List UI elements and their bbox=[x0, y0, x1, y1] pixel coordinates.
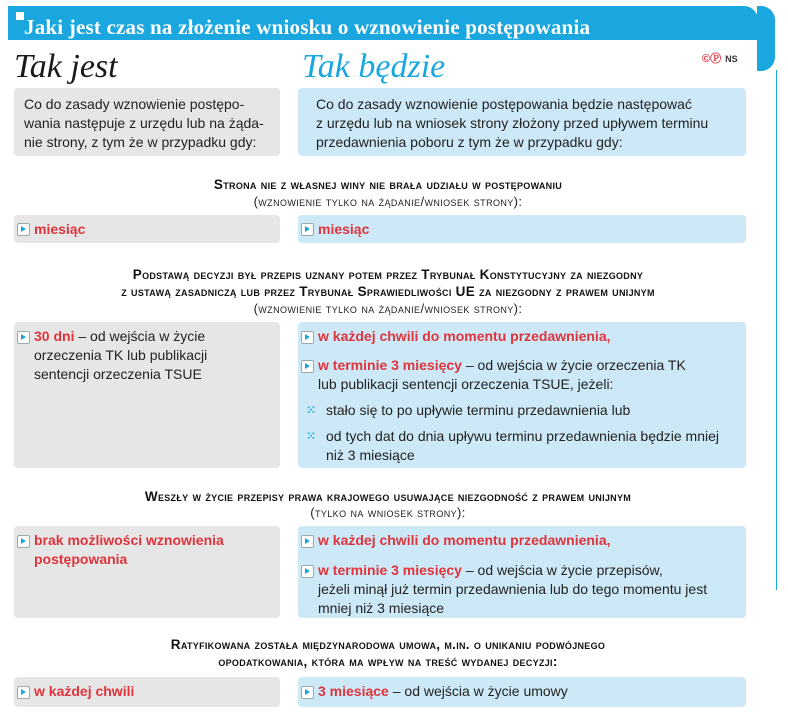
header-tab bbox=[757, 6, 775, 71]
section-subheading: (wznowienie tylko na żądanie/wniosek strony): bbox=[253, 194, 523, 209]
author-initials: NS bbox=[725, 54, 738, 64]
intro-future-box bbox=[298, 88, 746, 156]
section2-current-text bbox=[34, 327, 207, 384]
section1-future-value: miesiąc bbox=[318, 221, 370, 237]
section2-future-item2 bbox=[318, 356, 686, 394]
intro-future-line: Co do zasady wznowienie postępowania będzie następować bbox=[316, 96, 692, 112]
section1-current-box bbox=[14, 215, 280, 243]
copyright-icon: ©Ⓟ bbox=[702, 53, 722, 65]
section2-future-red: w terminie 3 miesięcy bbox=[318, 357, 462, 373]
section4-future-box bbox=[298, 677, 746, 707]
dot-grid-icon: ⁙ bbox=[306, 429, 315, 443]
section3-future-item2 bbox=[318, 561, 707, 618]
intro-future-line: z urzędu lub na wniosek strony złożony przed upływem terminu bbox=[316, 115, 709, 131]
arrow-bullet-icon bbox=[301, 535, 314, 548]
section4-current-value: w każdej chwili bbox=[34, 683, 135, 699]
section3-future-red: w terminie 3 miesięcy bbox=[318, 562, 462, 578]
section3-current-box bbox=[14, 526, 280, 618]
section2-current-rest: orzeczenia TK lub publikacji bbox=[34, 347, 208, 363]
column-title-future: Tak będzie bbox=[302, 48, 446, 85]
arrow-bullet-icon bbox=[301, 331, 314, 344]
copyright-badge bbox=[702, 50, 738, 66]
header-bar bbox=[8, 6, 758, 40]
intro-current-box bbox=[14, 88, 280, 156]
section3-future-item1: w każdej chwili do momentu przedawnienia, bbox=[318, 532, 611, 548]
arrow-bullet-icon bbox=[301, 565, 314, 578]
section-subheading: (tylko na wniosek strony): bbox=[310, 505, 466, 520]
section-heading: opodatkowania, która ma wpływ na treść wydanej decyzji: bbox=[218, 654, 558, 669]
page-title: Jaki jest czas na złożenie wniosku o wznowienie postępowania bbox=[24, 15, 591, 39]
section2-future-bullet: stało się to po upływie terminu przedawnienia lub bbox=[326, 402, 631, 418]
arrow-bullet-icon bbox=[17, 331, 30, 344]
section-subheading: (wznowienie tylko na żądanie/wniosek strony): bbox=[253, 301, 523, 316]
section-heading: Podstawą decyzji był przepis uznany potem przez Trybunał Konstytucyjny za niezgodny bbox=[132, 267, 644, 282]
section2-future-bullet-line: od tych dat do dnia upływu terminu przedawnienia będzie mniej bbox=[326, 428, 720, 444]
arrow-bullet-icon bbox=[301, 360, 314, 373]
section4-future-red: 3 miesiące bbox=[318, 683, 389, 699]
section2-future-rest: lub publikacji sentencji orzeczenia TSUE, jeżeli: bbox=[318, 376, 614, 392]
section3-future-box bbox=[298, 526, 746, 618]
section2-future-bullet bbox=[326, 427, 719, 465]
section-heading: z ustawą zasadniczą lub przez Trybunał Sprawiedliwości UE za niezgodny z prawem unijnym bbox=[121, 284, 655, 299]
arrow-bullet-icon bbox=[17, 223, 30, 236]
arrow-bullet-icon bbox=[301, 686, 314, 699]
dot-grid-icon: ⁙ bbox=[306, 403, 315, 417]
intro-current-line: wania następuje z urzędu lub na żąda- bbox=[24, 115, 264, 131]
section3-current-line: brak możliwości wznowienia bbox=[34, 532, 224, 548]
intro-current-line: Co do zasady wznowienie postępo- bbox=[24, 96, 245, 112]
section4-future-rest: – od wejścia w życie umowy bbox=[388, 683, 568, 699]
section2-future-box bbox=[298, 322, 746, 468]
section1-future-box bbox=[298, 215, 746, 243]
section-heading: Strona nie z własnej winy nie brała udziału w postępowaniu bbox=[213, 177, 563, 192]
section-heading: Weszły w życie przepisy prawa krajowego usuwające niezgodność z prawem unijnym bbox=[144, 489, 632, 504]
section2-current-rest: sentencji orzeczenia TSUE bbox=[34, 366, 202, 382]
section3-future-rest: mniej niż 3 miesiące bbox=[318, 600, 445, 616]
intro-current-line: nie strony, z tym że w przypadku gdy: bbox=[24, 134, 257, 150]
section3-current-text bbox=[34, 531, 224, 569]
intro-future-line: przedawnienia poboru z tym że w przypadku gdy: bbox=[316, 134, 623, 150]
right-divider bbox=[776, 70, 777, 590]
arrow-bullet-icon bbox=[301, 223, 314, 236]
section2-current-red: 30 dni bbox=[34, 328, 75, 344]
header-square-icon bbox=[16, 12, 24, 20]
section4-future-text bbox=[318, 682, 568, 701]
section1-current-value: miesiąc bbox=[34, 221, 86, 237]
section2-future-bullet-line: niż 3 miesiące bbox=[326, 447, 415, 463]
section2-future-item1: w każdej chwili do momentu przedawnienia, bbox=[318, 328, 611, 344]
section-heading: Ratyfikowana została międzynarodowa umowa, m.in. o unikaniu podwójnego bbox=[170, 637, 606, 652]
section3-future-rest: jeżeli minął już termin przedawnienia lub do tego momentu jest bbox=[318, 581, 708, 597]
section4-current-box bbox=[14, 677, 280, 707]
section2-current-rest: – od wejścia w życie bbox=[74, 328, 206, 344]
section3-future-rest: – od wejścia w życie przepisów, bbox=[461, 562, 663, 578]
section2-current-box bbox=[14, 322, 280, 468]
arrow-bullet-icon bbox=[17, 535, 30, 548]
section3-current-line: postępowania bbox=[34, 551, 128, 567]
section2-future-rest: – od wejścia w życie orzeczenia TK bbox=[461, 357, 686, 373]
column-title-current: Tak jest bbox=[14, 48, 118, 85]
arrow-bullet-icon bbox=[17, 686, 30, 699]
